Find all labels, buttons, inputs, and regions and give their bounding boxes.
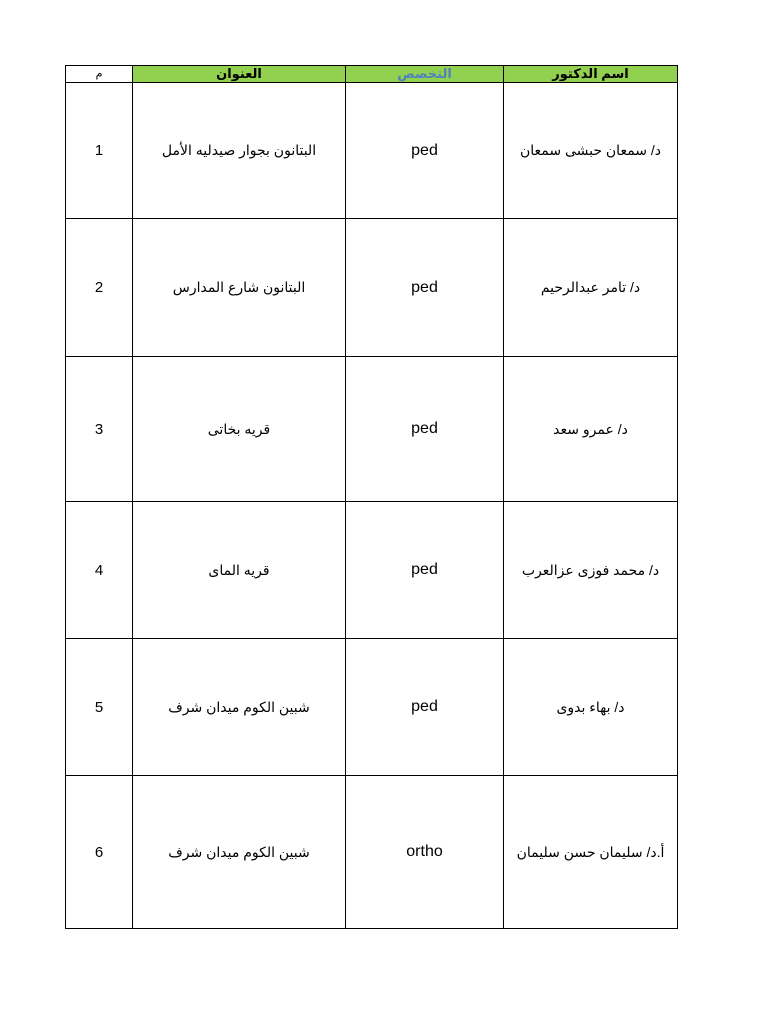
cell-specialty: ped	[346, 502, 504, 639]
cell-index: 4	[66, 502, 133, 639]
cell-address: البتانون بجوار صيدليه الأمل	[133, 83, 346, 219]
header-specialty-label: التخصص	[397, 66, 452, 81]
cell-address: قريه بخاتى	[133, 357, 346, 502]
cell-doctor: د/ محمد فوزى عزالعرب	[504, 502, 678, 639]
table-row	[66, 357, 678, 502]
cell-index: 6	[66, 776, 133, 929]
cell-doctor: د/ بهاء بدوى	[504, 639, 678, 776]
header-specialty	[346, 66, 504, 83]
cell-index: 1	[66, 83, 133, 219]
table-header-row	[66, 66, 678, 83]
cell-index: 5	[66, 639, 133, 776]
cell-doctor: أ.د/ سليمان حسن سليمان	[504, 776, 678, 929]
cell-doctor: د/ عمرو سعد	[504, 357, 678, 502]
cell-index: 3	[66, 357, 133, 502]
cell-address: البتانون شارع المدارس	[133, 219, 346, 357]
cell-specialty: ped	[346, 357, 504, 502]
header-doctor: اسم الدكتور	[504, 66, 678, 83]
header-index: م	[66, 66, 133, 83]
table-row	[66, 502, 678, 639]
cell-address: قريه الماى	[133, 502, 346, 639]
cell-specialty: ped	[346, 639, 504, 776]
header-address: العنوان	[133, 66, 346, 83]
table-row	[66, 639, 678, 776]
cell-address: شبين الكوم ميدان شرف	[133, 639, 346, 776]
table-row	[66, 219, 678, 357]
cell-index: 2	[66, 219, 133, 357]
cell-specialty: ortho	[346, 776, 504, 929]
table-row	[66, 83, 678, 219]
cell-doctor: د/ سمعان حبشى سمعان	[504, 83, 678, 219]
doctors-table	[65, 65, 678, 929]
table-row	[66, 776, 678, 929]
cell-address: شبين الكوم ميدان شرف	[133, 776, 346, 929]
cell-specialty: ped	[346, 83, 504, 219]
cell-specialty: ped	[346, 219, 504, 357]
cell-doctor: د/ تامر عبدالرحيم	[504, 219, 678, 357]
